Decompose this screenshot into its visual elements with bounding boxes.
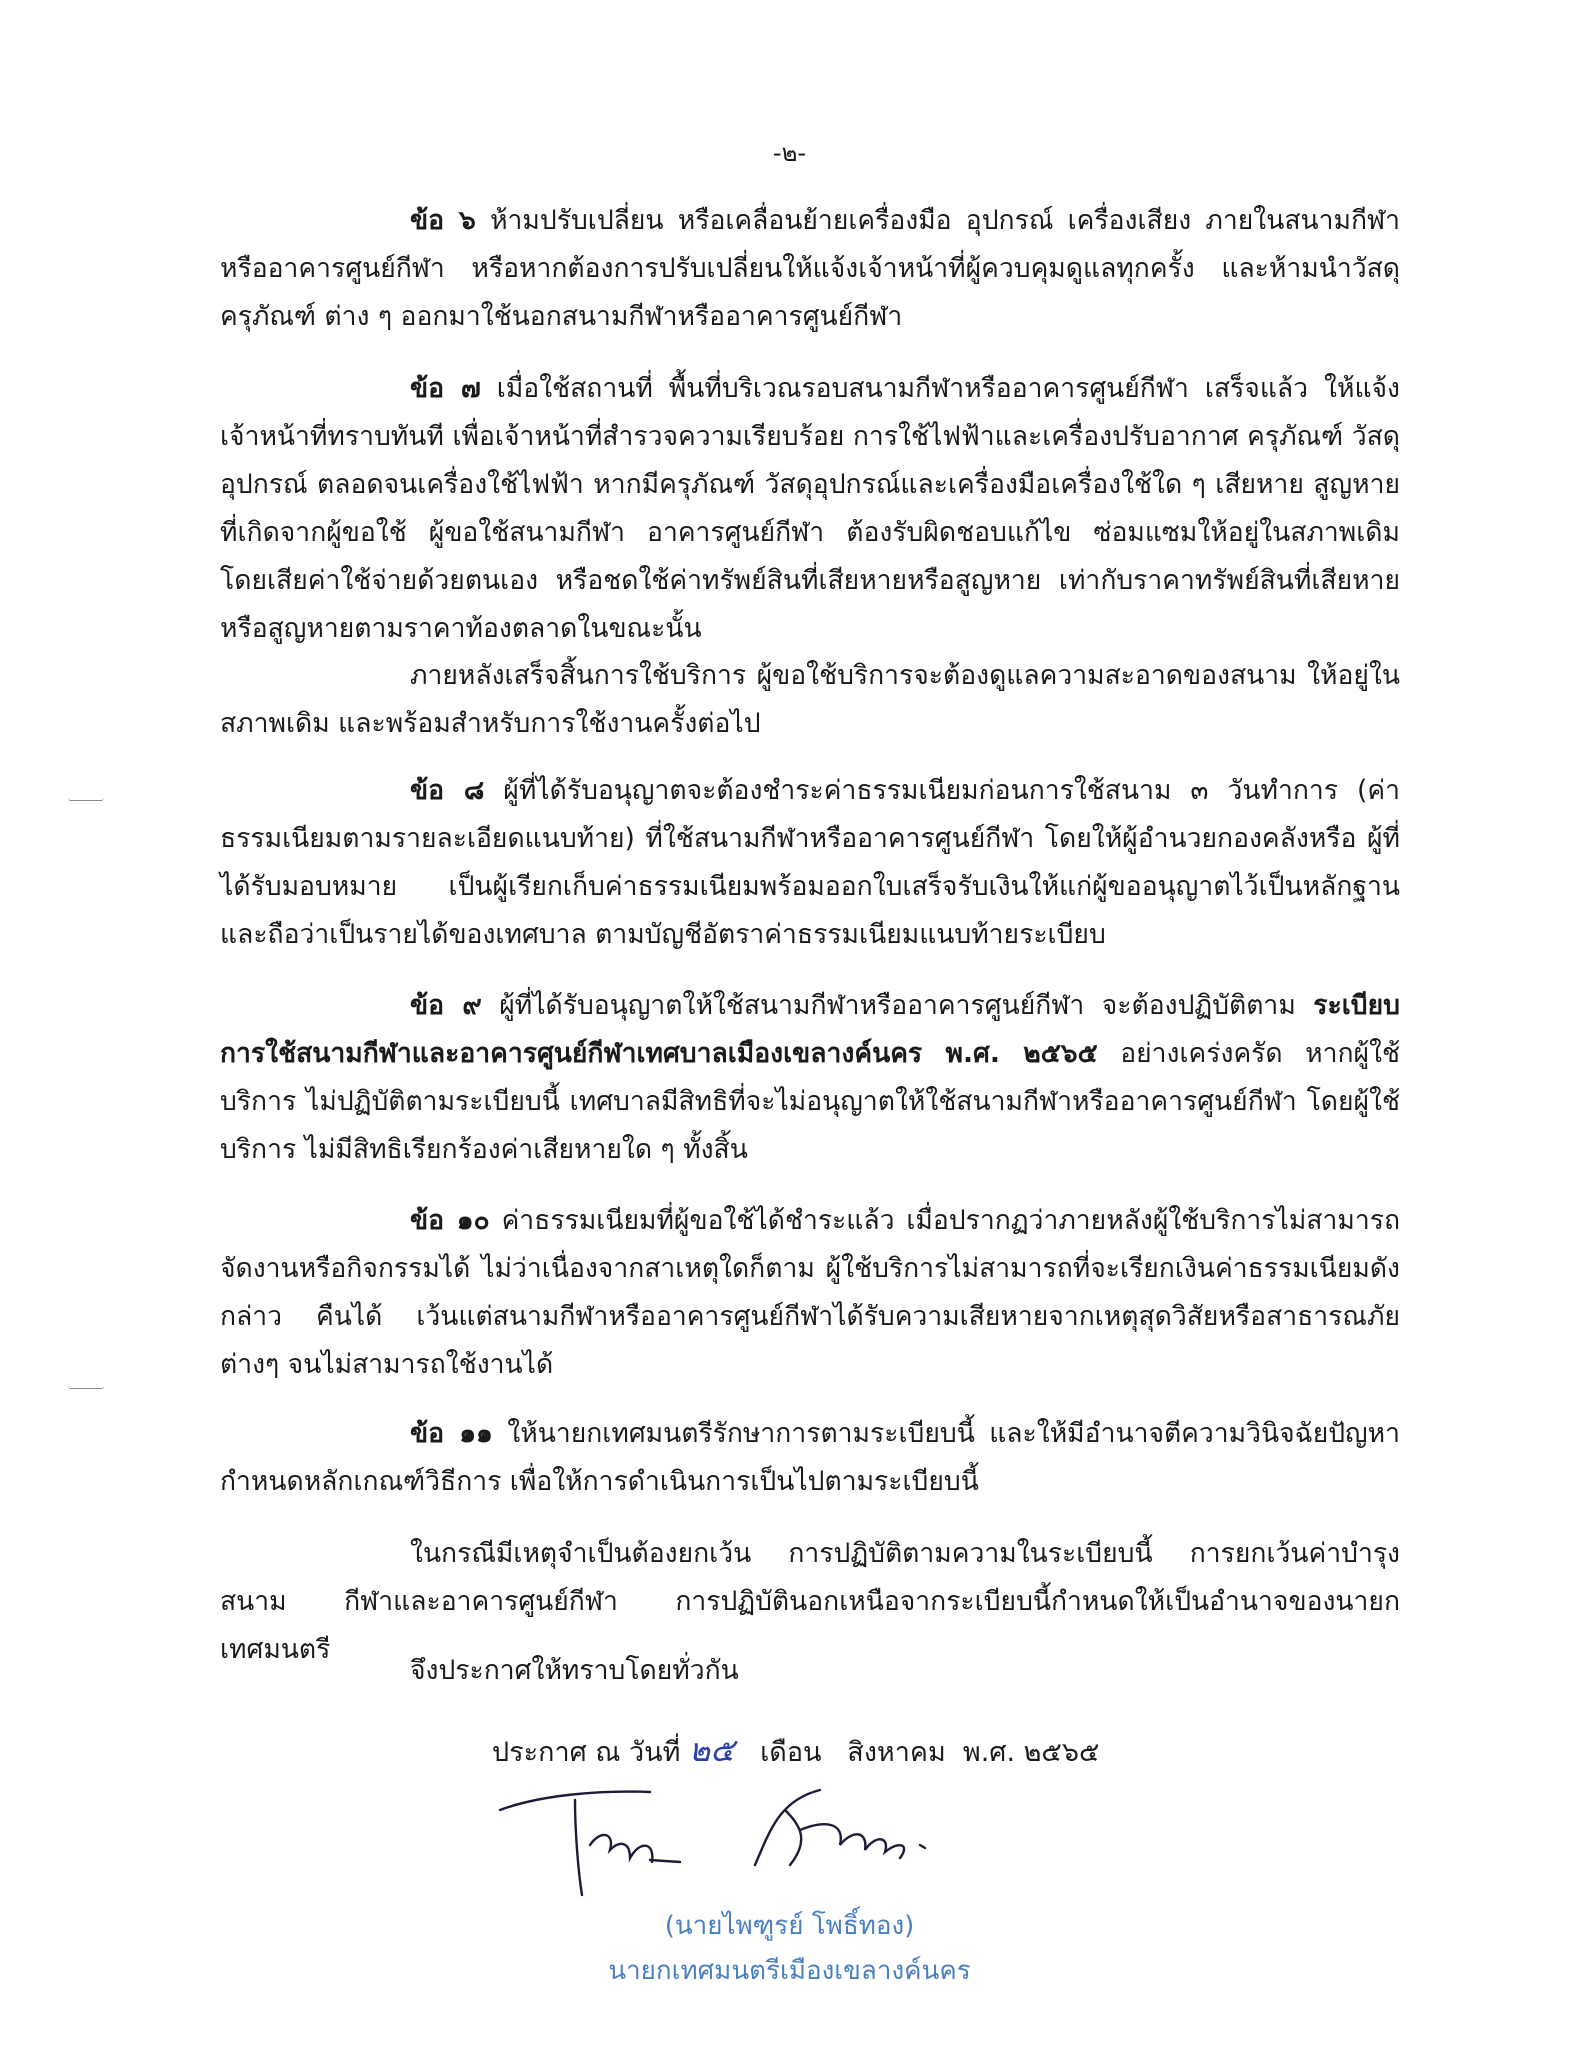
scan-mark-bottom: [68, 1386, 104, 1389]
clause-6-heading: ข้อ ๖: [410, 205, 476, 236]
clause-8-heading: ข้อ ๘: [410, 775, 485, 806]
clause-6-text: ห้ามปรับเปลี่ยน หรือเคลื่อนย้ายเครื่องมือ อุปกรณ์ เครื่องเสียง ภายในสนามกีฬาหรืออาคารศูนย์กีฬา หรือหากต้องการปรับเปลี่ยนให้แจ้งเจ้าหน้าที่ผู้ควบคุมดูแลทุกครั้ง และห้ามนำวัสดุ ครุภัณฑ์ ต่าง ๆ ออกมาใช้นอกสนามกีฬาหรืออาคารศูนย์กีฬา: [220, 205, 1400, 332]
clause-10: [220, 1197, 1400, 1389]
clause-7-heading: ข้อ ๗: [410, 373, 481, 404]
clause-10-text: ค่าธรรมเนียมที่ผู้ขอใช้ได้ชำระแล้ว เมื่อปรากฏว่าภายหลังผู้ใช้บริการไม่สามารถ จัดงานหรือกิจกรรมได้ ไม่ว่าเนื่องจากสาเหตุใดก็ตาม ผู้ใช้บริการไม่สามารถที่จะเรียกเงินค่าธรรมเนียมดังกล่าว คืนได้ เว้นแต่สนามกีฬาหรืออาคารศูนย์กีฬาได้รับความเสียหายจากเหตุสุดวิสัยหรือสาธารณภัยต่างๆ จนไม่สามารถใช้งานได้: [220, 1205, 1400, 1380]
exception-text: ในกรณีมีเหตุจำเป็นต้องยกเว้น การปฏิบัติตามความในระเบียบนี้ การยกเว้นค่าบำรุงสนาม กีฬาและอาคารศูนย์กีฬา การปฏิบัตินอกเหนือจากระเบียบนี้กำหนดให้เป็นอำนาจของนายกเทศมนตรี: [220, 1538, 1400, 1665]
announcement: [220, 1647, 1400, 1695]
clause-11-text: ให้นายกเทศมนตรีรักษาการตามระเบียบนี้ และให้มีอำนาจตีความวินิจฉัยปัญหา กำหนดหลักเกณฑ์วิธีการ เพื่อให้การดำเนินการเป็นไปตามระเบียบนี้: [220, 1418, 1400, 1497]
clause-7-text2: ภายหลังเสร็จสิ้นการใช้บริการ ผู้ขอใช้บริการจะต้องดูแลความสะอาดของสนาม ให้อยู่ในสภาพเดิม และพร้อมสำหรับการใช้งานครั้งต่อไป: [220, 660, 1400, 739]
clause-9-text-b: อย่างเคร่งครัด หากผู้ใช้บริการ ไม่ปฏิบัติตามระเบียบนี้ เทศบาลมีสิทธิที่จะไม่อนุญาตให้ใช้สนามกีฬาหรืออาคารศูนย์กีฬา โดยผู้ใช้บริการ ไม่มีสิทธิเรียกร้องค่าเสียหายใด ๆ ทั้งสิ้น: [220, 1038, 1400, 1165]
clause-9-text-a: ผู้ที่ได้รับอนุญาตให้ใช้สนามกีฬาหรืออาคารศูนย์กีฬา จะต้องปฏิบัติตาม: [499, 990, 1296, 1021]
clause-10-heading: ข้อ ๑๐: [410, 1205, 490, 1236]
clause-9-regulation-title: ระเบียบการใช้สนามกีฬาและอาคารศูนย์กีฬาเทศบาลเมืองเขลางค์นคร พ.ศ. ๒๕๖๕: [220, 990, 1400, 1069]
announcement-text: จึงประกาศให้ทราบโดยทั่วกัน: [410, 1655, 739, 1686]
clause-7-text: เมื่อใช้สถานที่ พื้นที่บริเวณรอบสนามกีฬาหรืออาคารศูนย์กีฬา เสร็จแล้ว ให้แจ้งเจ้าหน้าที่ทราบทันที เพื่อเจ้าหน้าที่สำรวจความเรียบร้อย การใช้ไฟฟ้าและเครื่องปรับอากาศ ครุภัณฑ์ วัสดุ อุปกรณ์ ตลอดจนเครื่องใช้ไฟฟ้า หากมีครุภัณฑ์ วัสดุอุปกรณ์และเครื่องมือเครื่องใช้ใด ๆ เสียหาย สูญหาย ที่เกิดจากผู้ขอใช้ ผู้ขอใช้สนามกีฬา อาคารศูนย์กีฬา ต้องรับผิดชอบแก้ไข ซ่อมแซมให้อยู่ในสภาพเดิม โดยเสียค่าใช้จ่ายด้วยตนเอง หรือชดใช้ค่าทรัพย์สินที่เสียหายหรือสูญหาย เท่ากับราคาทรัพย์สินที่เสียหาย หรือสูญหายตามราคาท้องตลาดในขณะนั้น: [220, 373, 1400, 644]
page-number: -๒-: [772, 139, 807, 167]
clause-9: [220, 982, 1400, 1174]
clause-11: [220, 1410, 1400, 1506]
date-prefix: ประกาศ ณ วันที่: [492, 1737, 681, 1768]
scan-mark-top: [68, 798, 104, 801]
clause-9-heading: ข้อ ๙: [410, 990, 482, 1021]
signer-title: นายกเทศมนตรีเมืองเขลางค์นคร: [608, 1956, 971, 1986]
announcement-date: [492, 1725, 1099, 1776]
clause-11-heading: ข้อ ๑๑: [410, 1418, 493, 1449]
date-month: สิงหาคม: [847, 1737, 946, 1768]
clause-8-text: ผู้ที่ได้รับอนุญาตจะต้องชำระค่าธรรมเนียมก่อนการใช้สนาม ๓ วันทำการ (ค่าธรรมเนียมตามรายละเอียดแนบท้าย) ที่ใช้สนามกีฬาหรืออาคารศูนย์กีฬา โดยให้ผู้อำนวยกองคลังหรือ ผู้ที่ได้รับมอบหมาย เป็นผู้เรียกเก็บค่าธรรมเนียมพร้อมออกใบเสร็จรับเงินให้แก่ผู้ขออนุญาตไว้เป็นหลักฐาน และถือว่าเป็นรายได้ของเทศบาล ตามบัญชีอัตราค่าธรรมเนียมแนบท้ายระเบียบ: [220, 775, 1400, 950]
clause-6: [220, 197, 1400, 341]
clause-8: [220, 767, 1400, 959]
clause-7-continuation: [220, 652, 1400, 748]
date-year: พ.ศ. ๒๕๖๕: [962, 1737, 1100, 1768]
date-day-handwritten: ๒๕: [689, 1731, 735, 1769]
handwritten-signature: [480, 1770, 1040, 1910]
clause-7: [220, 365, 1400, 653]
signer-name: (นายไพฑูรย์ โพธิ์ทอง): [664, 1911, 915, 1941]
date-month-label: เดือน: [760, 1737, 822, 1768]
